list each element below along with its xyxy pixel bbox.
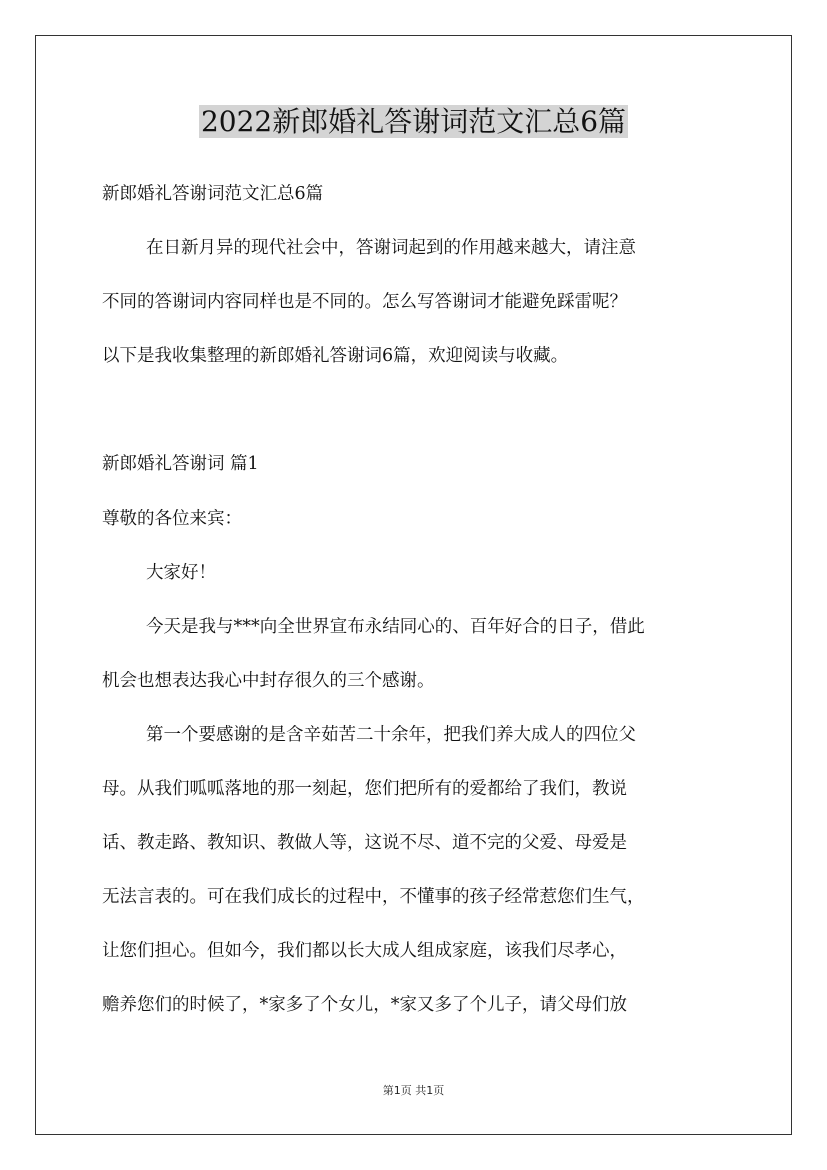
salutation-line: 尊敬的各位来宾： [102,509,242,529]
intro-line-2: 不同的答谢词内容同样也是不同的。怎么写答谢词才能避免踩雷呢？ [102,292,627,312]
body-line-6: 无法言表的。可在我们成长的过程中，不懂事的孩子经常惹您们生气， [102,887,645,907]
body-line-5: 话、教走路、教知识、教做人等，这说不尽、道不完的父爱、母爱是 [102,833,627,853]
intro-line-3: 以下是我收集整理的新郎婚礼答谢词6篇，欢迎阅读与收藏。 [102,346,569,366]
body-line-7: 让您们担心。但如今，我们都以长大成人组成家庭，该我们尽孝心， [102,941,627,961]
body-line-4: 母。从我们呱呱落地的那一刻起，您们把所有的爱都给了我们，教说 [102,779,627,799]
section-heading: 新郎婚礼答谢词 篇1 [102,454,259,474]
document-title-text: 2022新郎婚礼答谢词范文汇总6篇 [200,105,627,138]
document-title [0,102,827,142]
subtitle-line: 新郎婚礼答谢词范文汇总6篇 [102,184,324,204]
body-line-2: 机会也想表达我心中封存很久的三个感谢。 [102,671,435,691]
body-line-3: 第一个要感谢的是含辛茹苦二十余年，把我们养大成人的四位父 [146,725,636,745]
greeting-line: 大家好！ [146,563,216,583]
page-number-footer: 第1页 共1页 [382,1084,445,1097]
intro-line-1: 在日新月异的现代社会中，答谢词起到的作用越来越大，请注意 [146,238,636,258]
body-line-1: 今天是我与***向全世界宣布永结同心的、百年好合的日子，借此 [146,617,645,637]
body-line-8: 赡养您们的时候了，*家多了个女儿，*家又多了个儿子，请父母们放 [102,995,627,1015]
